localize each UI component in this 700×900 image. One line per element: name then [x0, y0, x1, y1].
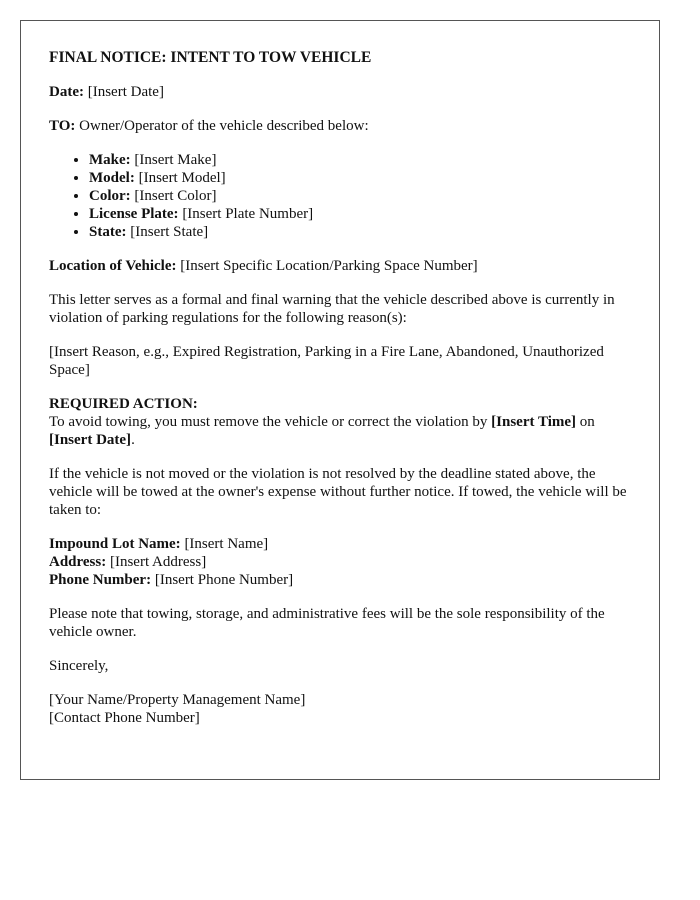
notice-letter — [20, 20, 660, 780]
vehicle-details-list — [49, 151, 631, 241]
color-value: [Insert Color] — [130, 188, 217, 204]
required-action-date: [Insert Date] — [49, 432, 132, 448]
location-line — [49, 257, 631, 275]
date-value: [Insert Date] — [83, 84, 164, 100]
required-action-text-after: . — [131, 432, 135, 448]
date-line — [49, 83, 631, 101]
required-action-heading: REQUIRED ACTION: — [49, 396, 198, 412]
impound-block — [49, 535, 631, 589]
closing: Sincerely, — [49, 658, 109, 674]
violation-intro: This letter serves as a formal and final warning that the vehicle described above is currently in violation of parking regulations for the following reason(s): — [49, 292, 615, 326]
impound-phone-label: Phone Number: — [49, 572, 152, 588]
tow-warning: If the vehicle is not moved or the violation is not resolved by the deadline stated above, the vehicle will be towed at the owner's expense without further notice. If towed, the vehicle will be taken to: — [49, 466, 627, 518]
location-value: [Insert Specific Location/Parking Space Number] — [176, 258, 478, 274]
impound-address-value: [Insert Address] — [106, 554, 207, 570]
impound-lot-line — [49, 535, 631, 553]
make-label: Make: — [89, 152, 131, 168]
impound-address-line — [49, 553, 631, 571]
required-action-block — [49, 395, 631, 449]
model-value: [Insert Model] — [134, 170, 226, 186]
signature-name: [Your Name/Property Management Name] — [49, 692, 306, 708]
impound-address-label: Address: — [49, 554, 107, 570]
required-action-text-before: To avoid towing, you must remove the vehicle or correct the violation by — [49, 414, 492, 430]
state-value: [Insert State] — [126, 224, 209, 240]
vehicle-plate-item — [89, 205, 631, 223]
model-label: Model: — [89, 170, 135, 186]
fees-note: Please note that towing, storage, and administrative fees will be the sole responsibility of the vehicle owner. — [49, 606, 605, 640]
make-value: [Insert Make] — [130, 152, 217, 168]
to-label: TO: — [49, 118, 76, 134]
color-label: Color: — [89, 188, 131, 204]
vehicle-make-item — [89, 151, 631, 169]
required-action-time: [Insert Time] — [491, 414, 577, 430]
impound-phone-value: [Insert Phone Number] — [151, 572, 294, 588]
signature-phone: [Contact Phone Number] — [49, 710, 200, 726]
date-label: Date: — [49, 84, 84, 100]
vehicle-color-item — [89, 187, 631, 205]
location-label: Location of Vehicle: — [49, 258, 177, 274]
impound-phone-line — [49, 571, 631, 589]
vehicle-state-item — [89, 223, 631, 241]
impound-lot-value: [Insert Name] — [180, 536, 269, 552]
reason-placeholder: [Insert Reason, e.g., Expired Registration, Parking in a Fire Lane, Abandoned, Unauthorized Space] — [49, 344, 604, 378]
impound-lot-label: Impound Lot Name: — [49, 536, 181, 552]
signature-block — [49, 691, 631, 727]
notice-title: FINAL NOTICE: INTENT TO TOW VEHICLE — [49, 49, 372, 66]
required-action-text-middle: on — [576, 414, 595, 430]
plate-value: [Insert Plate Number] — [178, 206, 314, 222]
vehicle-model-item — [89, 169, 631, 187]
plate-label: License Plate: — [89, 206, 179, 222]
to-line — [49, 117, 631, 135]
state-label: State: — [89, 224, 127, 240]
to-value: Owner/Operator of the vehicle described below: — [75, 118, 369, 134]
